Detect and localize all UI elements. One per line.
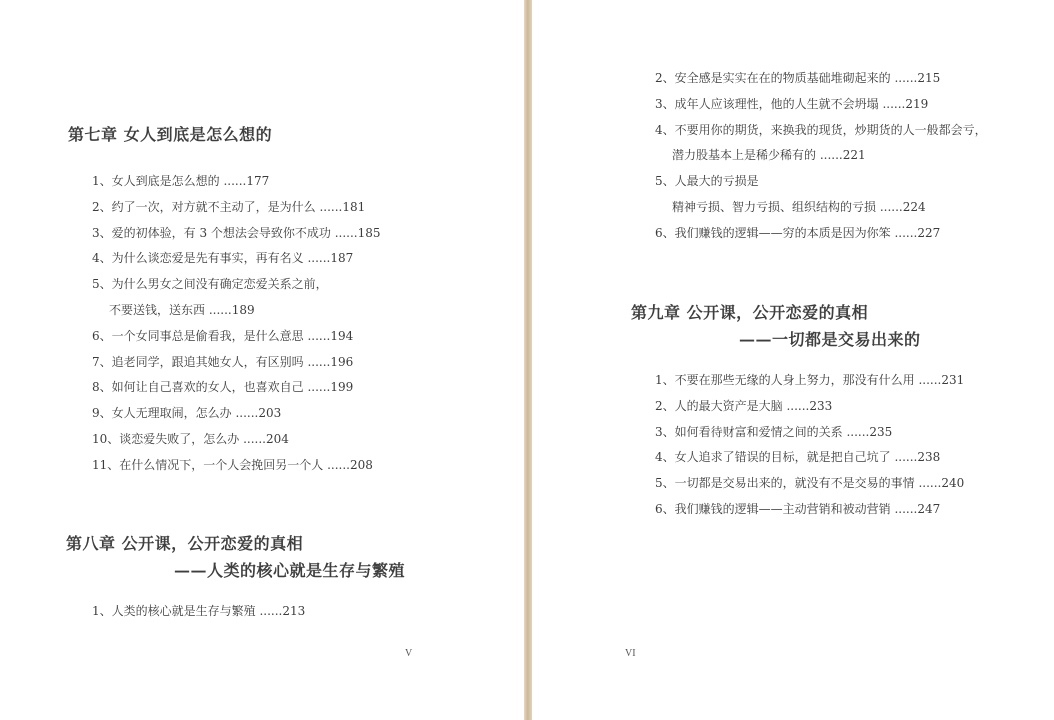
chapter-title: 第九章 公开课，公开恋爱的真相 [631,303,869,322]
toc-entry: 1、人类的核心就是生存与繁殖 ......213 [92,604,306,618]
chapter-7-toc [92,169,381,479]
toc-entry: 6、一个女同事总是偷看我，是什么意思 ......194 [92,328,354,343]
toc-entry: 10、谈恋爱失败了，怎么办 ......204 [92,431,289,446]
toc-entry: 5、一切都是交易出来的，就没有不是交易的事情 ......240 [655,476,965,491]
chapter-subtitle: ——人类的核心就是生存与繁殖 [174,561,406,580]
toc-entry: 3、爱的初体验，有 3 个想法会导致你不成功 ......185 [92,225,381,240]
toc-entry: 2、安全感是实实在在的物质基础堆砌起来的 ......215 [655,71,941,85]
chapter-9-heading [631,300,921,350]
toc-entry: 4、为什么谈恋爱是先有事实，再有名义 ......187 [92,251,354,266]
chapter-9-toc [655,368,964,523]
toc-entry: 1、女人到底是怎么想的 ......177 [92,174,270,188]
toc-entry: 4、女人追求了错误的目标，就是把自己坑了 ......238 [655,450,941,465]
toc-entry-continuation: 不要送钱，送东西 ......189 [109,302,255,317]
toc-entry: 3、如何看待财富和爱情之间的关系 ......235 [655,424,893,439]
toc-entry: 4、不要用你的期货，来换我的现货，炒期货的人一般都会亏， [655,122,987,137]
toc-entry: 3、成年人应该理性，他的人生就不会坍塌 ......219 [655,96,929,111]
chapter-8-toc-continued [655,66,987,247]
toc-entry: 7、追老同学，跟追其她女人，有区别吗 ......196 [92,354,354,369]
toc-entry: 5、为什么男女之间没有确定恋爱关系之前， [92,277,328,292]
toc-entry: 11、在什么情况下，一个人会挽回另一个人 ......208 [92,457,373,472]
chapter-8-toc [92,599,305,625]
toc-entry-continuation: 潜力股基本上是稀少稀有的 ......221 [672,148,866,163]
chapter-8-heading [66,531,405,581]
toc-entry: 6、我们赚钱的逻辑——穷的本质是因为你笨 ......227 [655,225,941,240]
toc-entry: 6、我们赚钱的逻辑——主动营销和被动营销 ......247 [655,501,941,516]
page-number: V [405,648,413,659]
toc-entry: 1、不要在那些无缘的人身上努力，那没有什么用 ......231 [655,373,965,387]
book-spine [524,0,532,720]
chapter-subtitle: ——一切都是交易出来的 [739,330,921,349]
chapter-title: 第八章 公开课，公开恋爱的真相 [66,534,304,553]
toc-entry: 2、约了一次，对方就不主动了，是为什么 ......181 [92,199,366,214]
toc-entry: 8、如何让自己喜欢的女人，也喜欢自己 ......199 [92,380,354,395]
toc-entry: 2、人的最大资产是大脑 ......233 [655,398,833,413]
chapter-title: 第七章 女人到底是怎么想的 [68,125,273,144]
toc-entry-continuation: 精神亏损、智力亏损、组织结构的亏损 ......224 [672,199,926,214]
right-page [532,0,1054,720]
toc-entry: 9、女人无理取闹，怎么办 ......203 [92,406,282,421]
chapter-7-heading [68,122,272,145]
toc-entry: 5、人最大的亏损是 [655,174,759,189]
left-page [0,0,524,720]
page-number: VI [625,648,636,659]
